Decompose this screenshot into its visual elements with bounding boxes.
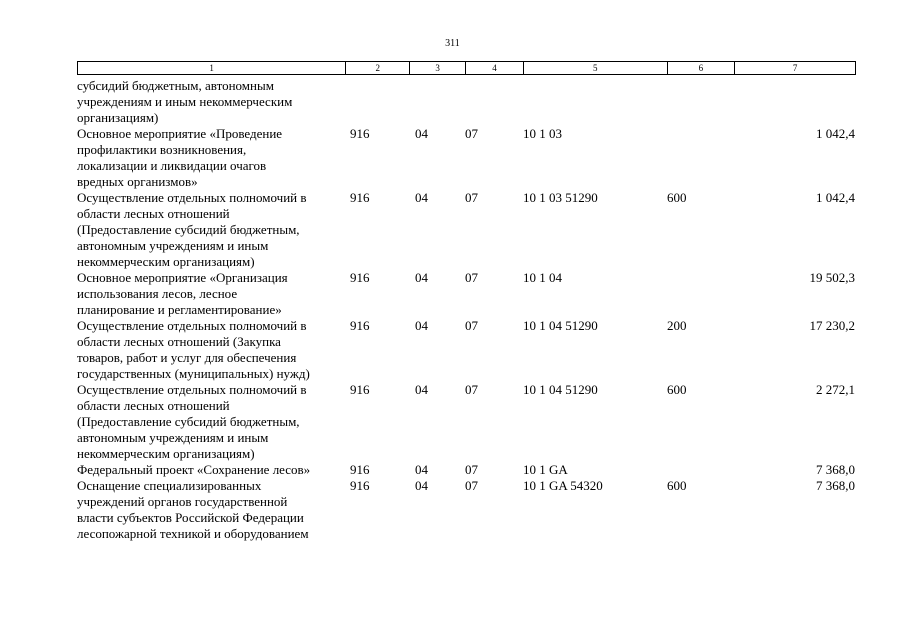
row-section: 04 [415,382,428,397]
row-name: Федеральный проект «Сохранение лесов» [77,462,311,477]
row-target: 10 1 03 [523,126,562,141]
row-code: 916 [350,478,370,493]
row-name: Осуществление отдельных полномочий в области лесных отношений (Предоставление субсидий бюджетным, автономным учреждениям и иным некоммерческим организациям) [77,382,307,461]
header-col-7: 7 [734,62,855,74]
header-col-4: 4 [465,62,523,74]
row-subsection: 07 [465,478,478,493]
row-amount: 19 502,3 [809,270,855,285]
row-name: Оснащение специализированных учреждений органов государственной власти субъектов Российской Федерации лесопожарной техникой и оборудованием [77,478,309,541]
row-subsection: 07 [465,190,478,205]
row-code [345,78,409,126]
row-target: 10 1 04 51290 [523,382,598,397]
row-amount: 2 272,1 [816,382,855,397]
row-code: 916 [350,126,370,141]
row-subsection: 07 [465,382,478,397]
row-section [409,78,465,126]
table-row [77,318,856,382]
row-target: 10 1 GA [523,462,568,477]
row-subsection: 07 [465,318,478,333]
row-code: 916 [350,382,370,397]
row-type [667,462,735,478]
row-amount: 1 042,4 [816,190,855,205]
row-code: 916 [350,462,370,477]
table-row [77,478,856,542]
row-section: 04 [415,126,428,141]
row-amount [735,78,856,126]
row-code: 916 [350,270,370,285]
budget-table [77,61,856,542]
row-amount: 1 042,4 [816,126,855,141]
row-subsection: 07 [465,270,478,285]
table-row [77,382,856,462]
table-row [77,126,856,190]
header-col-1: 1 [209,63,214,73]
row-type: 600 [667,382,687,397]
row-section: 04 [415,190,428,205]
row-amount: 7 368,0 [816,478,855,493]
row-section: 04 [415,478,428,493]
row-subsection: 07 [465,126,478,141]
table-body [77,75,856,542]
row-target [523,78,667,126]
row-target: 10 1 04 51290 [523,318,598,333]
row-subsection [465,78,523,126]
row-section: 04 [415,270,428,285]
header-col-3: 3 [409,62,465,74]
row-type [667,126,735,190]
row-section: 04 [415,318,428,333]
header-col-5: 5 [523,62,667,74]
row-amount: 7 368,0 [816,462,855,477]
header-col-2: 2 [345,62,409,74]
row-name: Основное мероприятие «Проведение профилактики возникновения, локализации и ликвидации очагов вредных организмов» [77,126,283,189]
row-target: 10 1 GA 54320 [523,478,603,493]
table-row [77,190,856,270]
table-row [77,270,856,318]
row-name: Основное мероприятие «Организация использования лесов, лесное планирование и регламентирование» [77,270,288,317]
table-row [77,78,856,126]
row-type [667,270,735,318]
row-code: 916 [350,318,370,333]
row-amount: 17 230,2 [809,318,855,333]
row-subsection: 07 [465,462,478,477]
table-row [77,462,856,478]
row-type: 200 [667,318,687,333]
row-name: Осуществление отдельных полномочий в области лесных отношений (Закупка товаров, работ и услуг для обеспечения государственных (муниципальных) нужд) [77,318,310,381]
row-section: 04 [415,462,428,477]
row-type [667,78,735,126]
row-code: 916 [350,190,370,205]
row-target: 10 1 03 51290 [523,190,598,205]
row-target: 10 1 04 [523,270,562,285]
row-type: 600 [667,478,687,493]
header-col-6: 6 [667,62,735,74]
row-name: Осуществление отдельных полномочий в области лесных отношений (Предоставление субсидий бюджетным, автономным учреждениям и иным некоммерческим организациям) [77,190,307,269]
row-name: субсидий бюджетным, автономным учреждениям и иным некоммерческим организациям) [77,78,293,125]
table-header [77,61,856,75]
row-type: 600 [667,190,687,205]
page-number: 311 [445,38,460,49]
